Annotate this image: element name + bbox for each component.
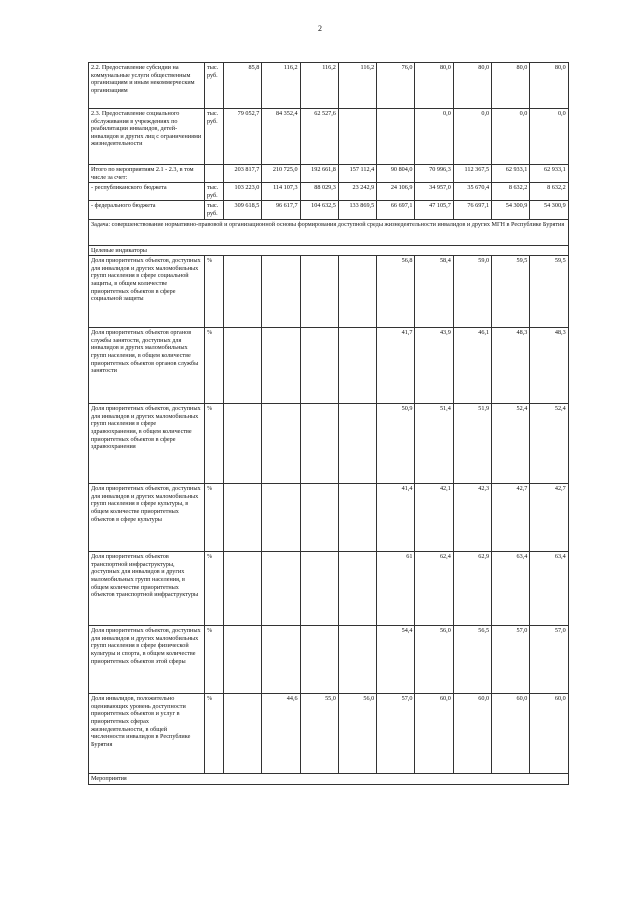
value-cell: 0,0 <box>453 109 491 165</box>
value-cell: 48,3 <box>492 328 530 404</box>
value-cell: 116,2 <box>262 63 300 109</box>
table-row <box>89 552 569 626</box>
value-cell <box>224 404 262 484</box>
value-cell <box>300 256 338 328</box>
value-cell: 66 697,1 <box>377 201 415 219</box>
unit-cell: % <box>205 404 224 484</box>
value-cell: 46,1 <box>453 328 491 404</box>
value-cell <box>262 328 300 404</box>
value-cell: 133 869,5 <box>338 201 376 219</box>
indicator-name-cell: Доля инвалидов, положительно оценивающих уровень доступности приоритетных объектов и услуг в приоритетных сферах жизнедеятельности, в общей численности инвалидов в Республике Бурятия <box>89 694 205 774</box>
value-cell <box>300 328 338 404</box>
value-cell: 104 632,5 <box>300 201 338 219</box>
unit-cell <box>205 165 224 183</box>
table-row <box>89 256 569 328</box>
unit-cell: тыс. руб. <box>205 183 224 201</box>
indicator-name-cell: Доля приоритетных объектов, доступных для инвалидов и других маломобильных групп населения в сфере физической культуры и спорта, в общем количестве приоритетных объектов этой сферы <box>89 626 205 694</box>
section-heading: Целевые индикаторы <box>89 245 569 256</box>
value-cell: 56,5 <box>453 626 491 694</box>
indicator-name-cell: 2.2. Предоставление субсидии на коммунальные услуги общественным организациям и иным некоммерческим организациям <box>89 63 205 109</box>
table-row <box>89 165 569 183</box>
value-cell: 44,6 <box>262 694 300 774</box>
value-cell <box>338 256 376 328</box>
value-cell: 62 527,6 <box>300 109 338 165</box>
value-cell: 62 933,1 <box>530 165 568 183</box>
value-cell: 42,7 <box>530 484 568 552</box>
value-cell: 41,7 <box>377 328 415 404</box>
table-row <box>89 63 569 109</box>
value-cell: 112 367,5 <box>453 165 491 183</box>
value-cell: 84 352,4 <box>262 109 300 165</box>
value-cell: 116,2 <box>300 63 338 109</box>
value-cell <box>338 552 376 626</box>
value-cell: 59,0 <box>453 256 491 328</box>
value-cell: 57,0 <box>492 626 530 694</box>
value-cell: 56,0 <box>338 694 376 774</box>
page-number: 2 <box>318 24 322 33</box>
value-cell <box>224 626 262 694</box>
value-cell <box>224 256 262 328</box>
value-cell: 114 107,3 <box>262 183 300 201</box>
indicator-name-cell: Доля приоритетных объектов транспортной инфраструктуры, доступных для инвалидов и других маломобильных групп населения, в общем количестве приоритетных объектов транспортной инфраструктуры <box>89 552 205 626</box>
indicator-name-cell: - республиканского бюджета <box>89 183 205 201</box>
indicator-name-cell: Доля приоритетных объектов, доступных для инвалидов и других маломобильных групп населения в сфере социальной защиты, в общем количестве приоритетных объектов в сфере социальной защиты <box>89 256 205 328</box>
indicator-name-cell: Доля приоритетных объектов органов службы занятости, доступных для инвалидов и других маломобильных групп населения, в общем количестве приоритетных объектов органов службы занятости <box>89 328 205 404</box>
value-cell: 192 661,8 <box>300 165 338 183</box>
value-cell: 90 804,0 <box>377 165 415 183</box>
value-cell <box>262 552 300 626</box>
table-row <box>89 404 569 484</box>
unit-cell: % <box>205 256 224 328</box>
value-cell: 0,0 <box>415 109 453 165</box>
value-cell: 50,9 <box>377 404 415 484</box>
value-cell <box>262 256 300 328</box>
value-cell: 52,4 <box>492 404 530 484</box>
table-row <box>89 694 569 774</box>
value-cell: 60,0 <box>530 694 568 774</box>
value-cell: 56,0 <box>415 626 453 694</box>
indicator-name-cell: Доля приоритетных объектов, доступных для инвалидов и других маломобильных групп населения в сфере культуры, в общем количестве приоритетных объектов в сфере культуры <box>89 484 205 552</box>
section-row <box>89 774 569 785</box>
value-cell: 48,3 <box>530 328 568 404</box>
value-cell: 203 817,7 <box>224 165 262 183</box>
value-cell: 60,0 <box>492 694 530 774</box>
value-cell: 23 242,9 <box>338 183 376 201</box>
value-cell <box>224 694 262 774</box>
unit-cell: % <box>205 328 224 404</box>
value-cell: 60,0 <box>453 694 491 774</box>
indicator-name-cell: Итого по мероприятиям 2.1 - 2.3, в том числе за счет: <box>89 165 205 183</box>
indicator-name-cell: Доля приоритетных объектов, доступных для инвалидов и других маломобильных групп населения в сфере здравоохранения, в общем количестве приоритетных объектов в сфере здравоохранения <box>89 404 205 484</box>
value-cell: 51,4 <box>415 404 453 484</box>
table-row <box>89 183 569 201</box>
value-cell: 80,0 <box>530 63 568 109</box>
value-cell: 54,4 <box>377 626 415 694</box>
indicator-name-cell: - федерального бюджета <box>89 201 205 219</box>
value-cell <box>224 328 262 404</box>
value-cell: 57,0 <box>530 626 568 694</box>
value-cell <box>300 404 338 484</box>
value-cell <box>338 328 376 404</box>
value-cell: 42,7 <box>492 484 530 552</box>
value-cell: 42,3 <box>453 484 491 552</box>
value-cell <box>338 484 376 552</box>
value-cell: 52,4 <box>530 404 568 484</box>
table-row <box>89 484 569 552</box>
value-cell: 116,2 <box>338 63 376 109</box>
value-cell: 62 933,1 <box>492 165 530 183</box>
value-cell: 43,9 <box>415 328 453 404</box>
table-row <box>89 109 569 165</box>
value-cell: 34 957,0 <box>415 183 453 201</box>
value-cell: 61 <box>377 552 415 626</box>
value-cell: 76,0 <box>377 63 415 109</box>
unit-cell: % <box>205 484 224 552</box>
value-cell <box>262 484 300 552</box>
value-cell: 88 029,3 <box>300 183 338 201</box>
value-cell <box>338 626 376 694</box>
value-cell: 0,0 <box>492 109 530 165</box>
value-cell <box>224 484 262 552</box>
value-cell <box>377 109 415 165</box>
value-cell <box>224 552 262 626</box>
value-cell: 24 106,9 <box>377 183 415 201</box>
value-cell: 55,0 <box>300 694 338 774</box>
value-cell: 62,4 <box>415 552 453 626</box>
value-cell: 8 632,2 <box>492 183 530 201</box>
value-cell: 35 670,4 <box>453 183 491 201</box>
unit-cell: % <box>205 694 224 774</box>
value-cell: 62,9 <box>453 552 491 626</box>
value-cell: 103 223,0 <box>224 183 262 201</box>
table-row <box>89 626 569 694</box>
section-row <box>89 245 569 256</box>
value-cell: 96 617,7 <box>262 201 300 219</box>
value-cell: 57,0 <box>377 694 415 774</box>
value-cell <box>262 404 300 484</box>
unit-cell: тыс. руб. <box>205 109 224 165</box>
value-cell: 8 632,2 <box>530 183 568 201</box>
value-cell: 70 996,3 <box>415 165 453 183</box>
section-row <box>89 219 569 245</box>
value-cell <box>338 109 376 165</box>
value-cell: 59,5 <box>530 256 568 328</box>
unit-cell: % <box>205 626 224 694</box>
value-cell: 80,0 <box>415 63 453 109</box>
value-cell: 63,4 <box>492 552 530 626</box>
indicator-name-cell: 2.3. Предоставление социального обслуживания в учреждениях по реабилитации инвалидов, детей-инвалидов и других лиц с ограничениями жизнедеятельности <box>89 109 205 165</box>
table-row <box>89 328 569 404</box>
unit-cell: тыс. руб. <box>205 63 224 109</box>
unit-cell: тыс. руб. <box>205 201 224 219</box>
value-cell: 76 697,1 <box>453 201 491 219</box>
value-cell: 63,4 <box>530 552 568 626</box>
value-cell: 59,5 <box>492 256 530 328</box>
value-cell: 210 725,0 <box>262 165 300 183</box>
value-cell <box>300 552 338 626</box>
table-body <box>89 63 569 785</box>
value-cell <box>300 626 338 694</box>
program-indicators-table <box>88 62 569 785</box>
value-cell: 41,4 <box>377 484 415 552</box>
value-cell: 60,0 <box>415 694 453 774</box>
value-cell: 80,0 <box>492 63 530 109</box>
value-cell: 309 618,5 <box>224 201 262 219</box>
value-cell: 42,1 <box>415 484 453 552</box>
value-cell: 79 052,7 <box>224 109 262 165</box>
value-cell: 54 300,9 <box>492 201 530 219</box>
value-cell <box>262 626 300 694</box>
value-cell: 54 300,9 <box>530 201 568 219</box>
value-cell <box>338 404 376 484</box>
value-cell: 47 105,7 <box>415 201 453 219</box>
section-heading: Мероприятия <box>89 774 569 785</box>
value-cell: 51,9 <box>453 404 491 484</box>
value-cell: 56,8 <box>377 256 415 328</box>
unit-cell: % <box>205 552 224 626</box>
value-cell: 85,8 <box>224 63 262 109</box>
value-cell <box>300 484 338 552</box>
value-cell: 157 112,4 <box>338 165 376 183</box>
table-row <box>89 201 569 219</box>
value-cell: 0,0 <box>530 109 568 165</box>
value-cell: 58,4 <box>415 256 453 328</box>
value-cell: 80,0 <box>453 63 491 109</box>
section-heading: Задача: совершенствование нормативно-правовой и организационной основы формирования доступной среды жизнедеятельности инвалидов и других МГН в Республике Бурятия <box>89 219 569 245</box>
